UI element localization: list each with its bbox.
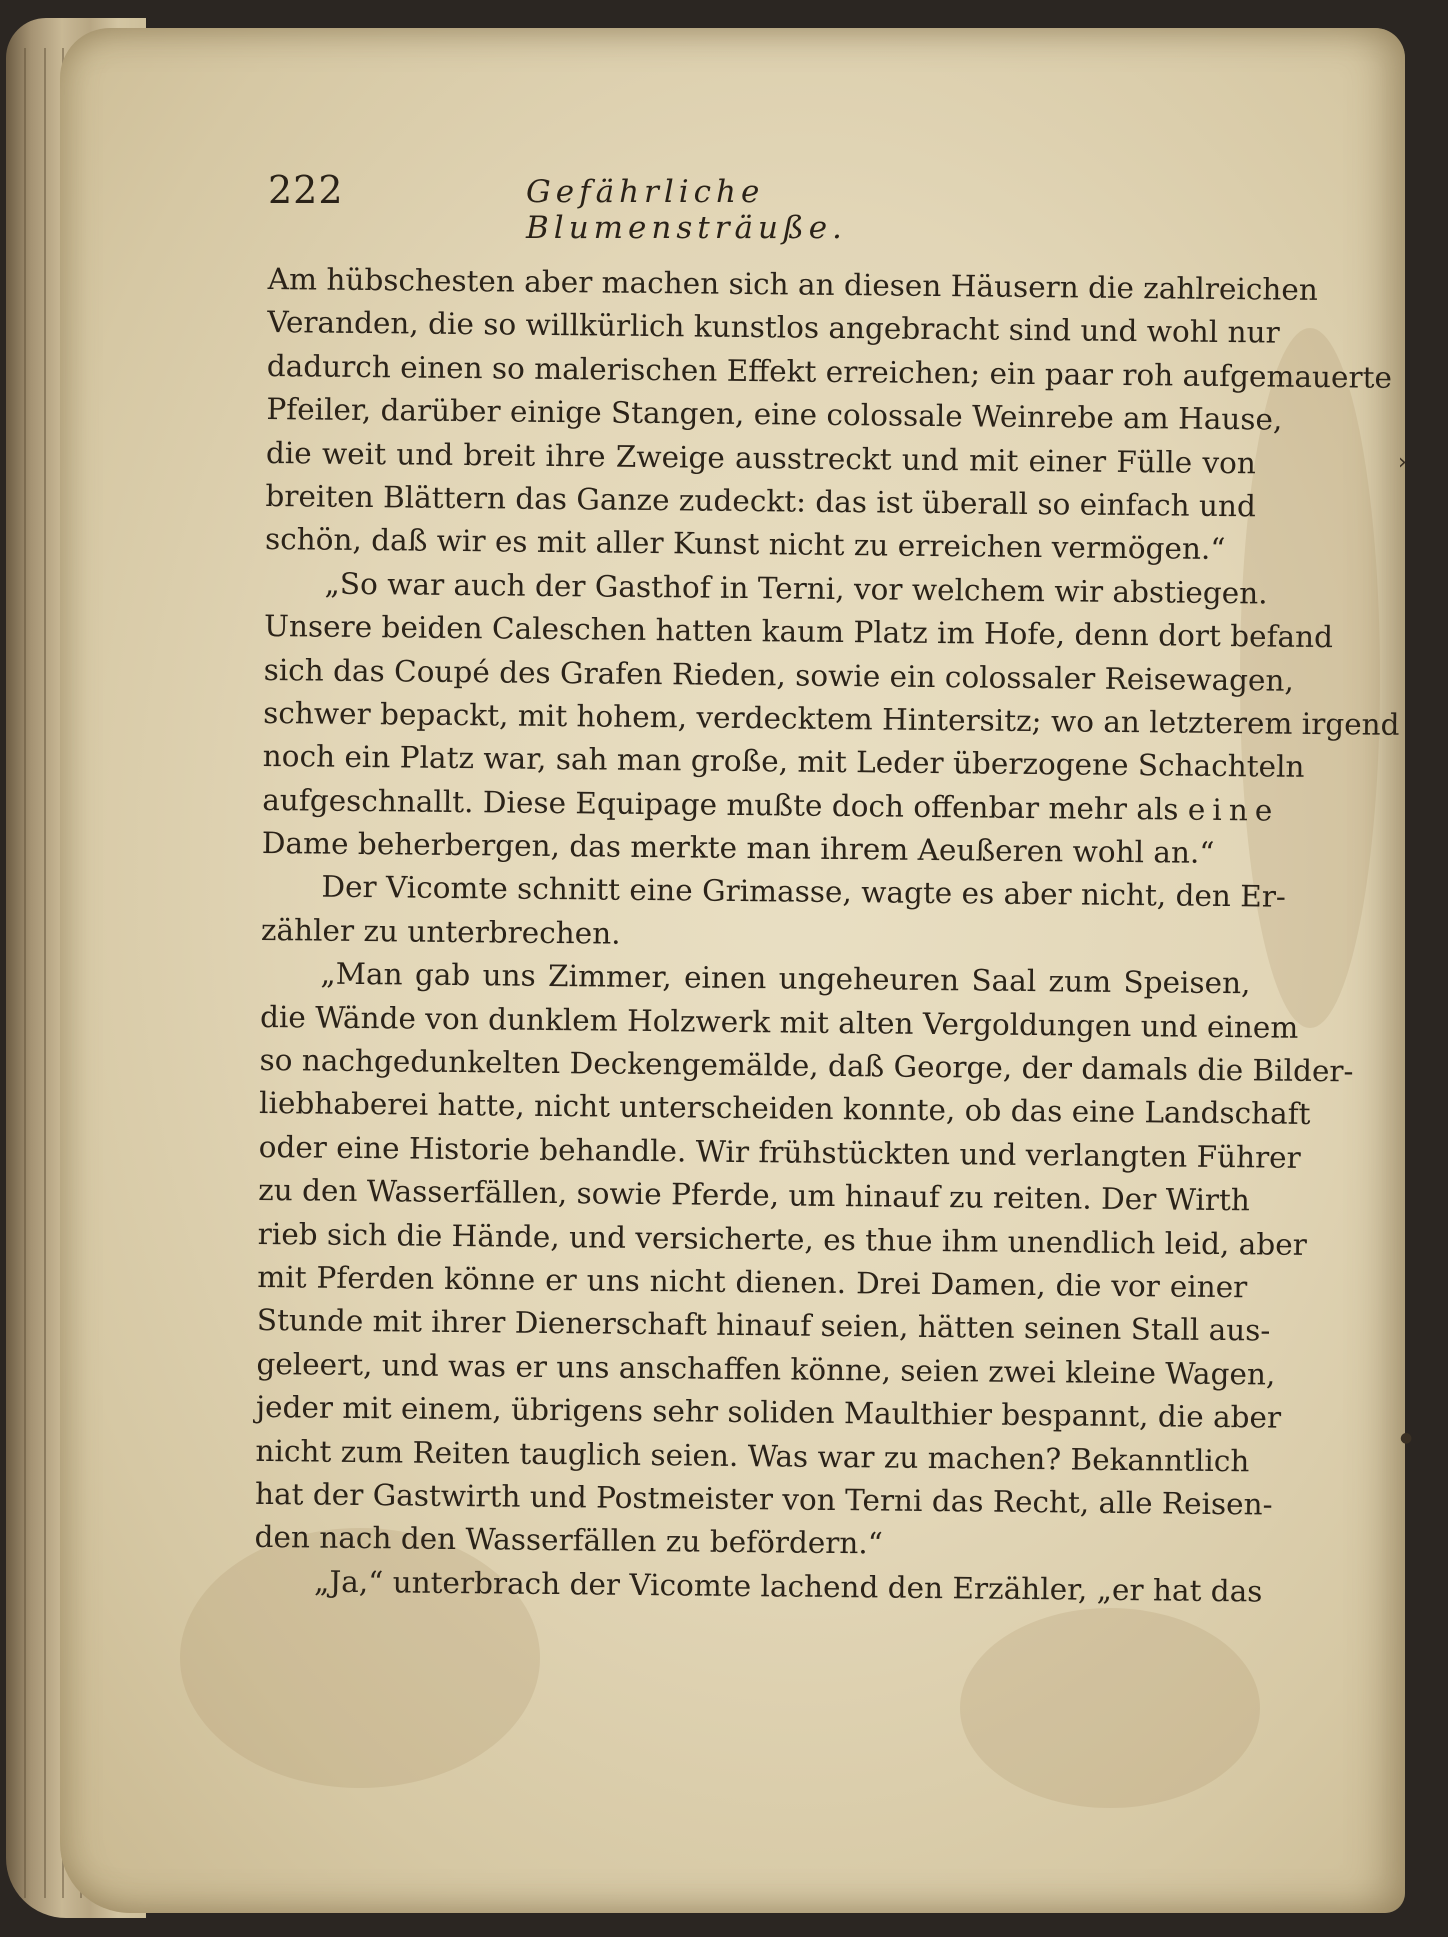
text-line: Dame beherbergen, das merkte man ihrem Aeußeren wohl an.“: [261, 826, 1215, 871]
text-line: zähler zu unterbrechen.: [260, 912, 621, 951]
text-line: „Ja,“ unterbrach der Vicomte lachend den Erzähler, „er hat das: [313, 1564, 1263, 1609]
body-text: [254, 258, 1400, 1613]
text-line: Stunde mit ihrer Dienerschaft hinauf seien, hätten seinen Stall aus-: [256, 1303, 1271, 1348]
margin-dot: ●: [1400, 1430, 1413, 1446]
text-line: „Man gab uns Zimmer, einen ungeheuren Saal zum Speisen,: [320, 956, 1251, 1001]
text-line: den nach den Wasserfällen zu befördern.“: [254, 1520, 884, 1561]
spaced-emphasis-word: eine: [1187, 792, 1280, 828]
margin-mark: ›: [1398, 450, 1407, 475]
text-line: Pfeiler, darüber einige Stangen, eine colossale Weinrebe am Hause,: [266, 392, 1283, 437]
text-segment: aufgeschnallt. Diese Equipage mußte doch offenbar mehr als: [262, 782, 1179, 827]
text-line: schwer bepackt, mit hohem, verdecktem Hintersitz; wo an letzterem irgend: [263, 695, 1400, 742]
text-line: so nachgedunkelten Deckengemälde, daß George, der damals die Bilder-: [259, 1042, 1354, 1089]
text-line: geleert, und was er uns anschaffen könne, seien zwei kleine Wagen,: [256, 1346, 1276, 1392]
text-line: Unsere beiden Caleschen hatten kaum Platz im Hofe, denn dort befand: [263, 609, 1334, 655]
text-line: rieb sich die Hände, und versicherte, es thue ihm unendlich leid, aber: [257, 1216, 1307, 1262]
text-line: die weit und breit ihre Zweige ausstreckt und mit einer Fülle von: [265, 435, 1257, 480]
running-title: Gefährliche Blumensträuße.: [526, 174, 847, 246]
text-line: dadurch einen so malerischen Effekt erreichen; ein paar roh aufgemauerte: [266, 348, 1393, 395]
page-edge-line: [44, 48, 46, 1898]
text-line: Veranden, die so willkürlich kunstlos angebracht sind und wohl nur: [267, 305, 1280, 350]
text-line: liebhaberei hatte, nicht unterscheiden konnte, ob das eine Landschaft: [258, 1086, 1311, 1132]
text-line: „So war auch der Gasthof in Terni, vor welchem wir abstiegen.: [324, 566, 1268, 611]
page-number: 222: [268, 168, 344, 212]
text-line: Am hübschesten aber machen sich an diesen Häusern die zahlreichen: [267, 261, 1318, 307]
page-header: [268, 168, 1068, 246]
text-line: die Wände von dunklem Holzwerk mit alten Vergoldungen und einem: [259, 999, 1299, 1045]
text-line: mit Pferden könne er uns nicht dienen. Drei Damen, die vor einer: [257, 1259, 1248, 1305]
text-line: zu den Wasserfällen, sowie Pferde, um hinauf zu reiten. Der Wirth: [258, 1173, 1251, 1218]
text-line: jeder mit einem, übrigens sehr soliden Maulthier bespannt, die aber: [255, 1390, 1282, 1435]
text-line: hat der Gastwirth und Postmeister von Terni das Recht, alle Reisen-: [254, 1476, 1273, 1522]
paper-stain: [960, 1608, 1260, 1808]
text-line: nicht zum Reiten tauglich seien. Was war zu machen? Bekanntlich: [255, 1433, 1250, 1478]
text-line: sich das Coupé des Grafen Rieden, sowie ein colossaler Reisewagen,: [263, 652, 1295, 698]
text-line: breiten Blättern das Ganze zudeckt: das ist überall so einfach und: [265, 478, 1257, 524]
page-edge-line: [24, 48, 26, 1898]
text-line: oder eine Historie behandle. Wir frühstückten und verlangten Führer: [258, 1129, 1301, 1175]
text-line: Der Vicomte schnitt eine Grimasse, wagte es aber nicht, den Er-: [321, 870, 1287, 915]
text-line: schön, daß wir es mit aller Kunst nicht zu erreichen vermögen.“: [264, 522, 1226, 567]
text-line: noch ein Platz war, sah man große, mit Leder überzogene Schachteln: [262, 739, 1305, 785]
